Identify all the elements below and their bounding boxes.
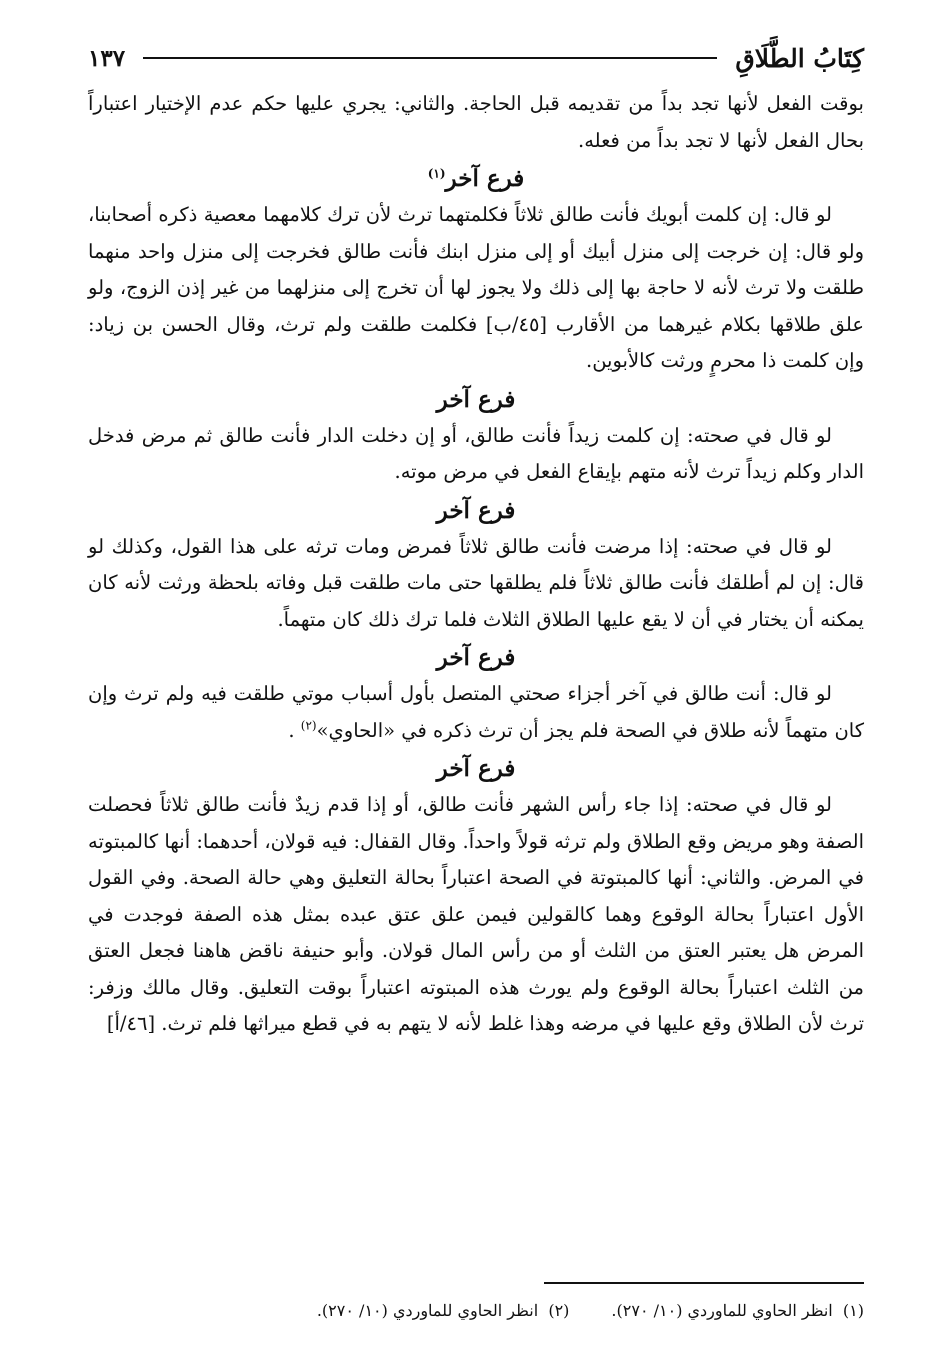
footnote-2 — [317, 1298, 570, 1324]
section-paragraph-4 — [88, 676, 864, 749]
book-title: كِتَابُ الطَّلَاقِ — [735, 43, 864, 73]
footnote-number: (١) — [842, 1301, 864, 1320]
footnotes — [88, 1298, 864, 1324]
section-heading-text: فرع آخر — [445, 165, 525, 192]
footnote-rule — [544, 1282, 864, 1284]
section-paragraph-2: لو قال في صحته: إن كلمت زيداً فأنت طالق، أو إن دخلت الدار فأنت طالق ثم مرض فدخل الدار وكلم زيداً ترث لأنه متهم بإيقاع الفعل في مرض موته. — [88, 423, 864, 483]
footnote-text: انظر الحاوي للماوردي (١٠/ ٢٧٠). — [611, 1301, 833, 1320]
section-paragraph-3: لو قال في صحته: إذا مرضت فأنت طالق ثلاثاً فمرض ومات ترثه على هذا القول، وكذلك لو قال: إن لم أطلقك فأنت طالق ثلاثاً فلم يطلقها حتى مات طلقت قبل وفاته بلحظة ورثت لأنه كان يمكنه أن يختار في أن لا يقع عليها الطلاق الثلاث فلما ترك ذلك كان متهماً. — [88, 534, 865, 631]
footnote-1 — [611, 1298, 864, 1324]
footnote-ref-1: (١) — [427, 166, 446, 181]
footnote-ref-2: (٢) — [300, 718, 317, 732]
running-head — [88, 30, 864, 86]
book-page — [88, 30, 864, 1352]
section-paragraph-1: لو قال: إن كلمت أبويك فأنت طالق ثلاثاً فكلمتهما ترث لأن ترك كلامهما معصية ذكره أصحابنا، ولو قال: إن خرجت إلى منزل أبيك أو إلى منزل ابنك فأنت طالق فخرجت إلى منزل واحد منهما طلقت ولا ترث لأنه لا حاجة بها إلى ذلك ولا يجوز لها أن تخرج إلى منزلهما من غير إذن الزوج، ولو علق طلاقها بكلام غيرهما من الأقارب [٤٥/ب] فكلمت طلقت ولم ترث، وقال الحسن بن زياد: وإن كلمت ذا محرمٍ ورثت كالأبوين. — [88, 203, 864, 372]
section-heading-2: فرع آخر — [436, 385, 516, 413]
page-number: ١٣٧ — [88, 44, 126, 72]
intro-paragraph: بوقت الفعل لأنها تجد بداً من تقديمه قبل الحاجة. والثاني: يجري عليها حكم عدم الإختيار اعتباراً بحال الفعل لأنها لا تجد بداً من فعله. — [88, 92, 864, 152]
section-heading-4: فرع آخر — [436, 644, 516, 671]
section-heading-3: فرع آخر — [436, 496, 516, 524]
section-paragraph-4-end: . — [288, 718, 301, 742]
section-heading-5: فرع آخر — [436, 755, 516, 782]
footnote-text: انظر الحاوي للماوردي (١٠/ ٢٧٠). — [316, 1301, 539, 1320]
section-paragraph-5: لو قال في صحته: إذا جاء رأس الشهر فأنت طالق، أو إذا قدم زيدٌ فأنت طالق ثلاثاً فحصلت الصفة وهو مريض وقع الطلاق ولم ترثه قولاً واحداً. وقال القفال: فيه قولان، أحدهما: أنها كالمبتوته في المرض. والثاني: أنها كالمبتوتة في الصحة اعتباراً بحالة التعليق وهي حالة الصحة. وفي القول الأول اعتباراً بحالة الوقوع وهما كالقولين فيمن علق عتق عبده بمثل هذه الصفة فوجدت في المرض هل يعتبر العتق من الثلث أو من رأس المال قولان. وأبو حنيفة ناقض هاهنا فجعل العتق من الثلث اعتباراً بحالة الوقوع ولم يورث هذه المبتوته اعتباراً بوقت التعليق. وقال مالك وزفر: ترث لأن الطلاق وقع عليها في مرضه وهذا غلط لأنه لا يتهم به في قطع ميراثها فلم ترث. [٤٦/أ] — [88, 793, 864, 1035]
header-rule — [143, 57, 717, 59]
section-paragraph-4-text: لو قال: أنت طالق في آخر أجزاء صحتي المتصل بأول أسباب موتي طلقت فيه ولم ترث وإن كان متهماً لأنه طلاق في الصحة فلم يجز أن ترث ذكره في «الحاوي» — [88, 682, 864, 742]
footnote-number: (٢) — [548, 1301, 570, 1320]
section-heading-1 — [88, 161, 864, 197]
